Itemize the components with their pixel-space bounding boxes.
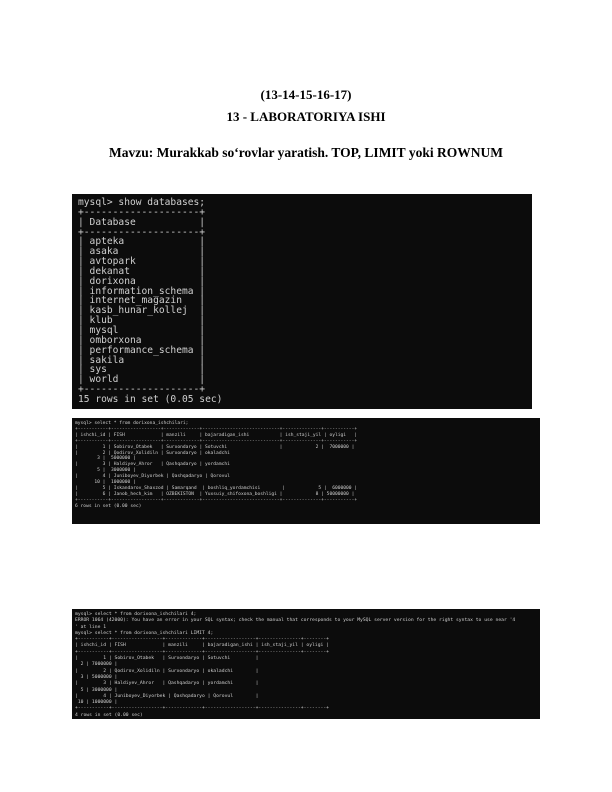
lab-topic-heading: Mavzu: Murakkab so‘rovlar yaratish. TOP, LIMIT yoki ROWNUM: [109, 145, 503, 160]
terminal-show-databases: mysql> show databases; +--------------------+ | Database | +--------------------+ | apteka | | asaka | | avtopark | | dekanat | | dorixona | | information_schema | | internet_magazin | | kasb_hunar_kollej | | klub | | mysql | | omborxona | | performance_schema | | sakila | | sys | | world | +--------------------+ 15 rows in set (0.05 sec): [72, 194, 532, 409]
terminal-select-limit: mysql> select * from dorixona_ishchilari 4; ERROR 1064 (42000): You have an error in your SQL syntax; check the manual that corresponds to your MySQL server version for the right syntax to use near '4 ' at line 1 mysql> select * from dorixona_ishchilari LIMIT 4; +-----------+------------------+-------------+------------------+---------------+--------+ | ishchi_id | FISH | manzili | bajaradigan_ishi | ish_staji_yil | oyligi | +-----------+------------------+-------------+------------------+---------------+--------+ | 1 | Sobirov_Otabek | Surxondaryo | Sotuvchi | 2 | 7000000 | | 2 | Qodirov_Xolidiln | Surxondaryo | okaladchi | 3 | 5000000 | | 3 | Haldiyev_Ahror | Qashqadaryo | yordamchi | 5 | 3000000 | | 4 | Juniboyev_Diyorbek | Qashqadaryo | Qorovul | 10 | 1000000 | +-----------+------------------+-------------+------------------+---------------+--------+ 4 rows in set (0.00 sec): [72, 609, 540, 719]
lab-numbers-heading: (13-14-15-16-17): [260, 87, 352, 102]
terminal-select-all-workers: mysql> select * from dorixona_ishchilari; +-----------+------------------+-------------+----------------------------+--------------+-----------+ | ishchi_id | FISH | manzili | bajaradigan_ishi | ish_staji_yil | oyligi | +-----------+------------------+-------------+----------------------------+--------------+-----------+ | 1 | Sobirov_Otabek | Surxondaryo | Sotuvchi | 2 | 7000000 | | 2 | Qodirov_Xolidiln | Surxondaryo | okaladchi 3 | 5000000 | | 3 | Haldiyev_Ahror | Qashqadaryo | yordamchi 5 | 3000000 | | 4 | Juniboyev_Diyorbek | Qashqadaryo | Qorovul 10 | 1000000 | | 5 | Iskandarov_Shaxzod | Samarqand | boshliq_yordamchisi | 5 | 6000000 | | 6 | Janob_hech_kim | OZBEKISTON | Yuxsuiy_shifoxona_boshligi | 8 | 50000000 | +-----------+------------------+-------------+----------------------------+--------------+-----------+ 6 rows in set (0.00 sec): [72, 418, 540, 524]
lab-title-heading: 13 - LABORATORIYA ISHI: [226, 109, 386, 124]
